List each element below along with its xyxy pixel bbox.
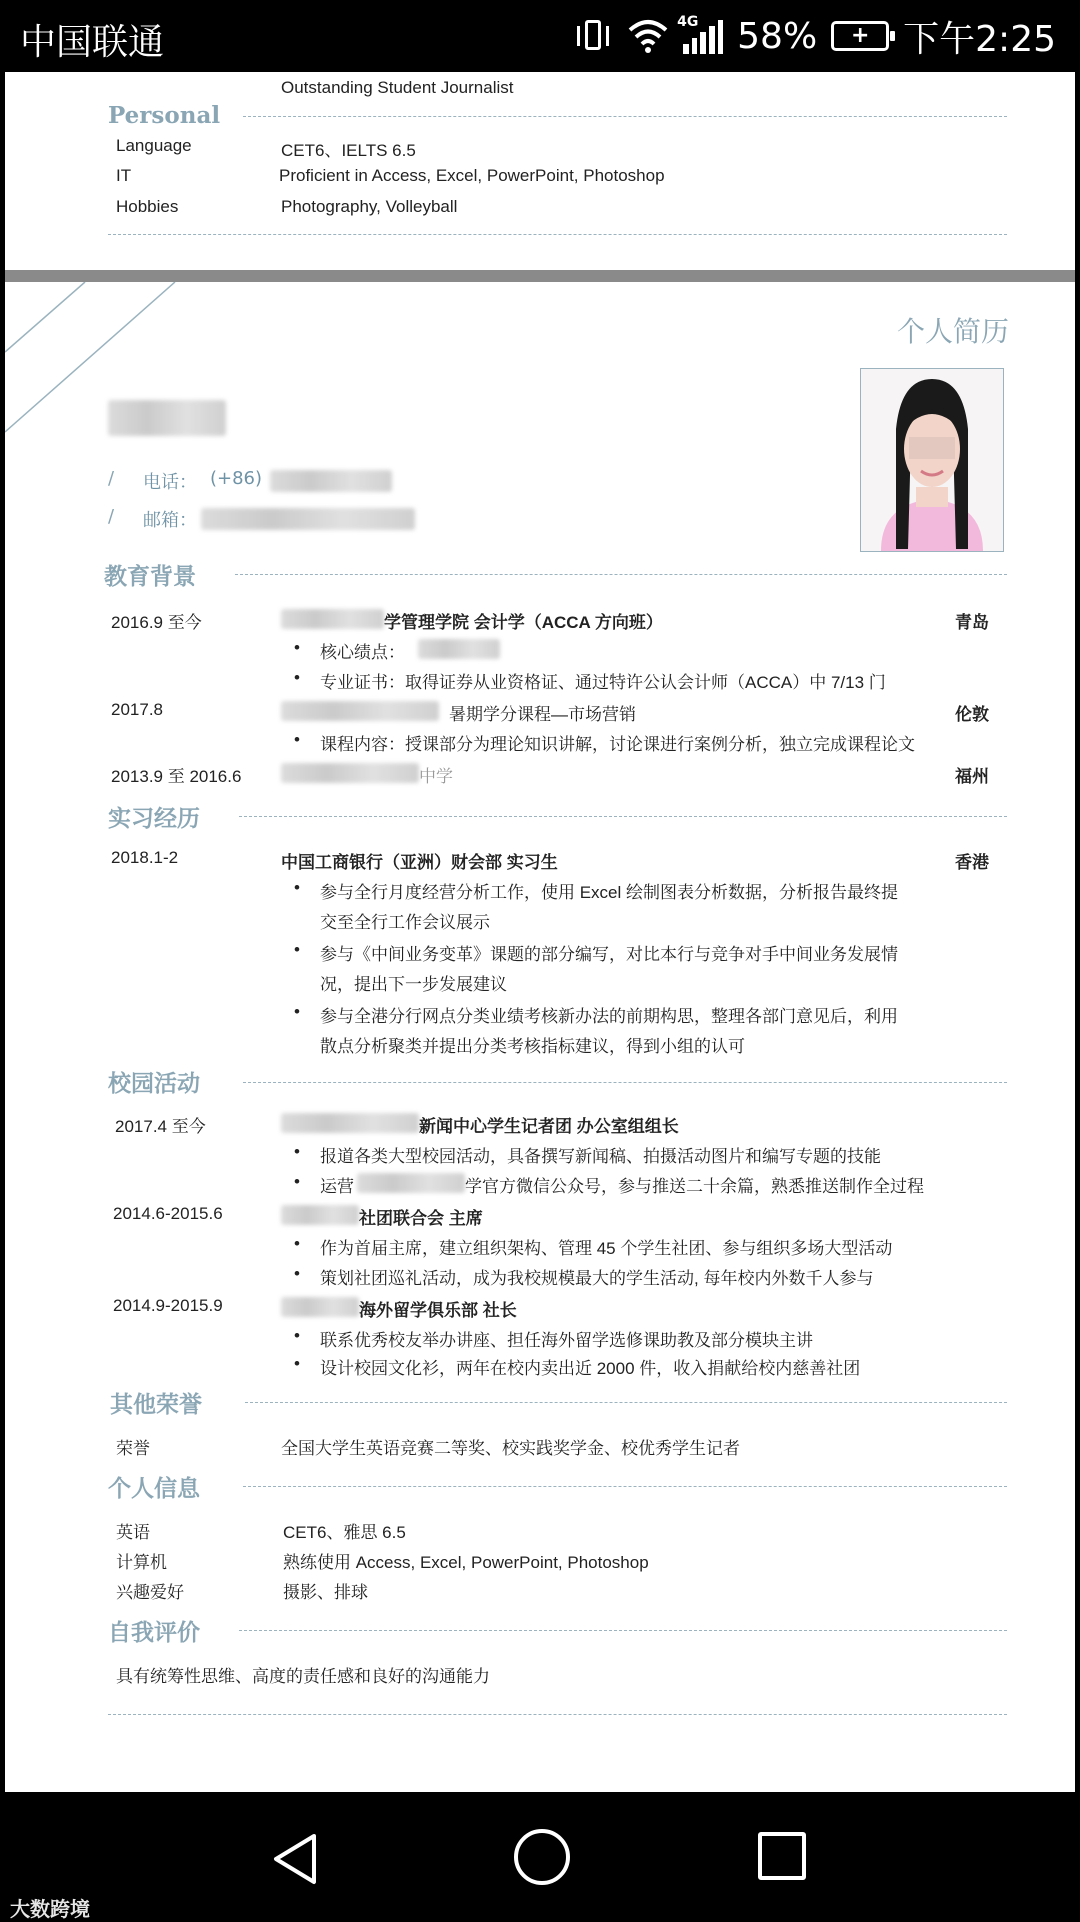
campus-date: 2017.4 至今 [115, 1117, 206, 1136]
navigation-bar [0, 1792, 1080, 1920]
section-divider [243, 1486, 1007, 1487]
edu-bullet: • 课程内容：授课部分为理论知识讲解，讨论课进行案例分析，独立完成课程论文 [320, 730, 915, 755]
battery-percent: 58% [737, 15, 818, 57]
intern-bullet-cont: 散点分析聚类并提出分类考核指标建议，得到小组的认可 [320, 1037, 745, 1056]
school-redacted [281, 701, 439, 721]
campus-bullet: • 报道各类大型校园活动，具备撰写新闻稿、拍摄活动图片和编写专题的技能 [320, 1142, 881, 1167]
campus-date: 2014.9-2015.9 [113, 1296, 223, 1315]
back-icon[interactable] [270, 1832, 320, 1886]
edu-location: 福州 [955, 767, 989, 786]
phone-label: 电话： [143, 472, 197, 493]
campus-bullet-cont: 学官方微信公众号，参与推送二十余篇，熟悉推送制作全过程 [465, 1177, 924, 1196]
section-title-self-eval: 自我评价 [108, 1619, 200, 1646]
edu-org: 学管理学院 会计学（ACCA 方向班） [384, 613, 663, 632]
wifi-icon [627, 18, 669, 54]
section-divider [243, 116, 1007, 117]
info-value: CET6、雅思 6.5 [283, 1523, 406, 1542]
resume-page-english[interactable] [5, 72, 1075, 270]
campus-bullet: • 作为首届主席，建立组织架构、管理 45 个学生社团、参与组织多场大型活动 [320, 1234, 892, 1259]
section-divider [239, 816, 1007, 817]
school-redacted [357, 1173, 465, 1193]
campus-bullet: • 联系优秀校友举办讲座、担任海外留学选修课助教及部分模块主讲 [320, 1326, 813, 1351]
edu-org: 中学 [419, 767, 453, 786]
edu-bullet: • 核心绩点： [320, 638, 405, 663]
intern-org: 中国工商银行（亚洲）财会部 实习生 [281, 853, 558, 872]
bullet-slash: / [108, 506, 115, 527]
campus-org: 社团联合会 主席 [359, 1209, 483, 1228]
info-value: 摄影、排球 [283, 1583, 368, 1602]
honor-value: 全国大学生英语竞赛二等奖、校实践奖学金、校优秀学生记者 [281, 1439, 740, 1458]
watermark: 大数跨境 [10, 1897, 90, 1921]
gpa-redacted [418, 639, 500, 659]
section-divider [243, 1082, 1007, 1083]
campus-date: 2014.6-2015.6 [113, 1204, 223, 1223]
school-redacted [281, 609, 384, 629]
intern-bullet-cont: 况，提出下一步发展建议 [320, 975, 507, 994]
intern-bullet-cont: 交至全行工作会议展示 [320, 913, 490, 932]
section-divider [108, 234, 1007, 235]
section-title-internship: 实习经历 [108, 805, 200, 832]
section-divider [235, 574, 1007, 575]
info-label: 计算机 [116, 1553, 167, 1572]
battery-charging-icon: + [831, 21, 889, 51]
home-icon[interactable] [514, 1829, 570, 1885]
status-icons [573, 10, 1056, 62]
section-divider [108, 1714, 1007, 1715]
section-divider [245, 1402, 1007, 1403]
info-label: 兴趣爱好 [116, 1583, 184, 1602]
signal-icon [677, 14, 723, 54]
edu-date: 2016.9 至今 [111, 613, 202, 632]
section-title-personal: Personal [108, 102, 221, 129]
info-value: 熟练使用 Access, Excel, PowerPoint, Photoshop [283, 1553, 649, 1572]
page-gap [5, 270, 1075, 282]
award-line: Outstanding Student Journalist [281, 78, 514, 97]
edu-location: 伦敦 [955, 705, 989, 724]
intern-location: 香港 [955, 853, 989, 872]
campus-org: 新闻中心学生记者团 办公室组组长 [419, 1117, 679, 1136]
vibrate-icon [573, 16, 613, 56]
section-divider [239, 1630, 1007, 1631]
phone-redacted [270, 470, 392, 492]
campus-org: 海外留学俱乐部 社长 [359, 1301, 517, 1320]
email-label: 邮箱： [143, 510, 197, 531]
self-eval-text: 具有统筹性思维、高度的责任感和良好的沟通能力 [116, 1667, 490, 1686]
name-redacted [108, 400, 226, 436]
intern-bullet: • 参与《中间业务变革》课题的部分编写，对比本行与竞争对手中间业务发展情 [320, 940, 898, 965]
bullet-slash: / [108, 468, 115, 489]
section-title-campus: 校园活动 [108, 1070, 200, 1097]
edu-date: 2013.9 至 2016.6 [111, 767, 242, 786]
edu-org: 暑期学分课程—市场营销 [449, 705, 636, 724]
section-title-education: 教育背景 [104, 563, 196, 590]
resume-page-chinese[interactable] [5, 282, 1075, 1792]
intern-bullet: • 参与全行月度经营分析工作，使用 Excel 绘制图表分析数据，分析报告最终提 [320, 878, 898, 903]
carrier-name: 中国联通 [20, 22, 165, 63]
intern-bullet: • 参与全港分行网点分类业绩考核新办法的前期构思，整理各部门意见后，利用 [320, 1002, 898, 1027]
row-value: CET6、IELTS 6.5 [281, 141, 416, 160]
row-label: Language [116, 136, 192, 155]
school-redacted [281, 1297, 359, 1317]
intern-date: 2018.1-2 [111, 848, 179, 867]
school-redacted [281, 763, 419, 783]
profile-photo [860, 368, 1004, 552]
school-redacted [281, 1113, 419, 1133]
recent-apps-icon[interactable] [758, 1832, 806, 1880]
campus-bullet: • 策划社团巡礼活动，成为我校规模最大的学生活动, 每年校内外数千人参与 [320, 1264, 873, 1289]
email-redacted [201, 508, 415, 530]
section-title-personal-info: 个人信息 [108, 1475, 200, 1502]
campus-bullet: • 运营 [320, 1172, 354, 1197]
status-bar [0, 0, 1080, 72]
section-title-honors: 其他荣誉 [110, 1391, 202, 1418]
row-label: Hobbies [116, 197, 179, 216]
campus-bullet: • 设计校园文化衫，两年在校内卖出近 2000 件，收入捐献给校内慈善社团 [320, 1354, 860, 1379]
row-value: Photography, Volleyball [281, 197, 458, 216]
phone-prefix: (+86) [210, 468, 263, 489]
honor-label: 荣誉 [116, 1439, 150, 1458]
row-label: IT [116, 166, 132, 185]
resume-title: 个人简历 [896, 315, 1009, 348]
row-value: Proficient in Access, Excel, PowerPoint, Photoshop [279, 166, 665, 185]
school-redacted [281, 1205, 359, 1225]
info-label: 英语 [116, 1523, 150, 1542]
edu-bullet: • 专业证书：取得证券从业资格证、通过特许公认会计师（ACCA）中 7/13 门 [320, 668, 886, 693]
edu-date: 2017.8 [111, 700, 163, 719]
edu-location: 青岛 [955, 613, 989, 632]
network-type: 4G [677, 14, 699, 30]
clock: 下午2:25 [903, 18, 1056, 60]
